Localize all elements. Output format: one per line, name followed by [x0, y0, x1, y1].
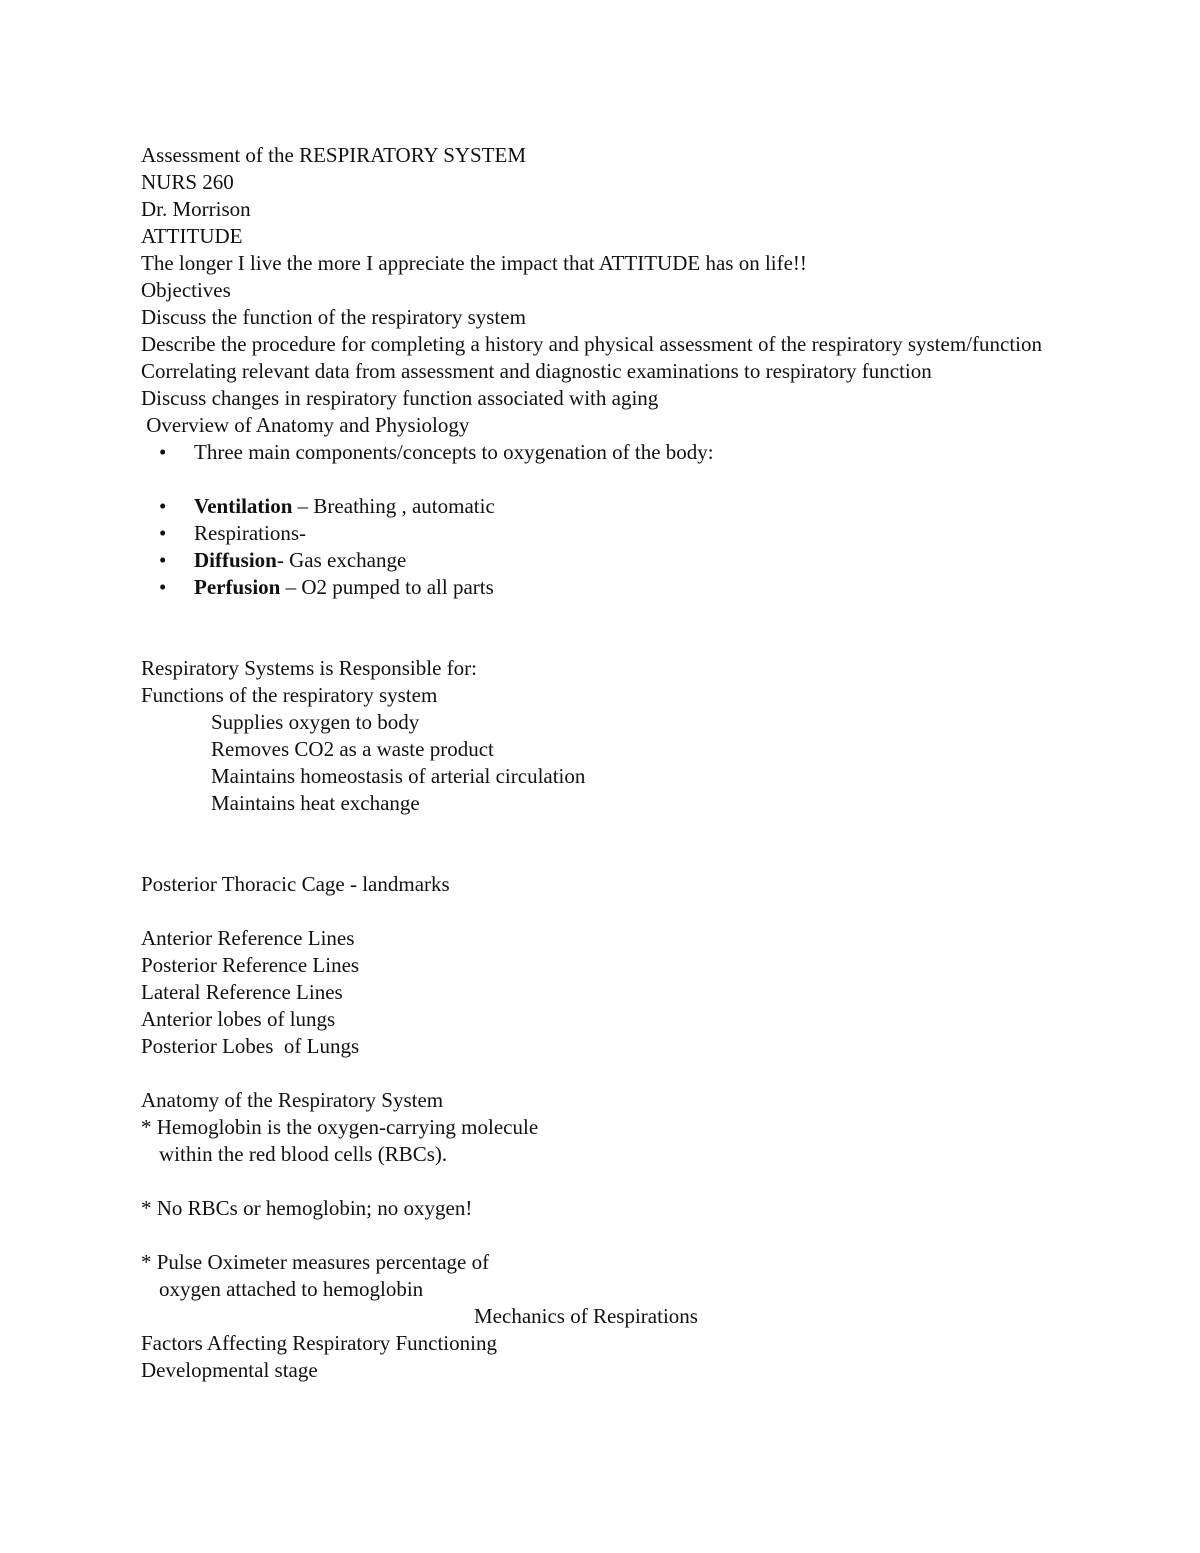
component-item — [194, 520, 306, 547]
document-title: Assessment of the RESPIRATORY SYSTEM — [141, 143, 527, 167]
landmarks-heading: Posterior Thoracic Cage - landmarks — [141, 872, 450, 896]
component-desc: – Breathing , automatic — [292, 494, 495, 518]
landmark-item: Anterior Reference Lines — [141, 926, 355, 950]
document-page — [141, 142, 1061, 1384]
anatomy-note: * No RBCs or hemoglobin; no oxygen! — [141, 1196, 473, 1220]
component-desc: Respirations- — [194, 521, 306, 545]
overview-heading: Overview of Anatomy and Physiology — [141, 413, 470, 437]
objective-item: Discuss the function of the respiratory system — [141, 305, 526, 329]
objective-item: Describe the procedure for completing a history and physical assessment of the respiratory system/function — [141, 332, 1042, 356]
spacer — [141, 898, 1061, 925]
function-item: Maintains homeostasis of arterial circulation — [211, 764, 586, 788]
bullet-list-item — [141, 574, 1061, 601]
developmental-stage: Developmental stage — [141, 1358, 318, 1382]
spacer — [141, 1060, 1061, 1087]
responsible-heading: Respiratory Systems is Responsible for: — [141, 656, 477, 680]
objective-item: Discuss changes in respiratory function associated with aging — [141, 386, 659, 410]
component-item — [194, 574, 494, 601]
component-item — [194, 493, 495, 520]
component-desc: – O2 pumped to all parts — [280, 575, 494, 599]
spacer — [141, 817, 1061, 844]
function-item: Supplies oxygen to body — [211, 710, 420, 734]
bullet-icon: • — [159, 440, 167, 464]
landmark-item: Lateral Reference Lines — [141, 980, 343, 1004]
objective-item: Correlating relevant data from assessment and diagnostic examinations to respiratory function — [141, 359, 932, 383]
bullet-icon: • — [159, 548, 167, 572]
course-code: NURS 260 — [141, 170, 234, 194]
landmark-item: Posterior Lobes of Lungs — [141, 1034, 360, 1058]
instructor-name: Dr. Morrison — [141, 197, 251, 221]
anatomy-note-continuation: oxygen attached to hemoglobin — [159, 1277, 424, 1301]
spacer — [141, 1222, 1061, 1249]
anatomy-heading: Anatomy of the Respiratory System — [141, 1088, 444, 1112]
anatomy-note-continuation: within the red blood cells (RBCs). — [159, 1142, 448, 1166]
objectives-heading: Objectives — [141, 278, 231, 302]
spacer — [141, 466, 1061, 493]
bullet-list-item — [141, 520, 1061, 547]
factors-heading: Factors Affecting Respiratory Functioning — [141, 1331, 497, 1355]
attitude-heading: ATTITUDE — [141, 224, 243, 248]
spacer — [141, 1168, 1061, 1195]
anatomy-note: * Pulse Oximeter measures percentage of — [141, 1250, 490, 1274]
functions-heading: Functions of the respiratory system — [141, 683, 438, 707]
component-item — [194, 547, 406, 574]
spacer — [141, 628, 1061, 655]
bullet-list-item — [141, 547, 1061, 574]
bullet-list-item — [141, 439, 1061, 466]
spacer — [141, 601, 1061, 628]
bullet-icon: • — [159, 521, 167, 545]
mechanics-heading: Mechanics of Respirations — [474, 1304, 698, 1328]
component-term: Perfusion — [194, 575, 281, 599]
function-item: Maintains heat exchange — [211, 791, 420, 815]
component-term: Ventilation — [194, 494, 293, 518]
bullet-icon: • — [159, 575, 167, 599]
function-item: Removes CO2 as a waste product — [211, 737, 494, 761]
spacer — [141, 844, 1061, 871]
bullet-list-item — [141, 493, 1061, 520]
overview-intro: Three main components/concepts to oxygenation of the body: — [194, 440, 714, 464]
component-desc: - Gas exchange — [276, 548, 407, 572]
attitude-quote: The longer I live the more I appreciate the impact that ATTITUDE has on life!! — [141, 251, 807, 275]
landmark-item: Posterior Reference Lines — [141, 953, 360, 977]
anatomy-note: * Hemoglobin is the oxygen-carrying molecule — [141, 1115, 539, 1139]
landmark-item: Anterior lobes of lungs — [141, 1007, 336, 1031]
bullet-icon: • — [159, 494, 167, 518]
component-term: Diffusion — [194, 548, 277, 572]
